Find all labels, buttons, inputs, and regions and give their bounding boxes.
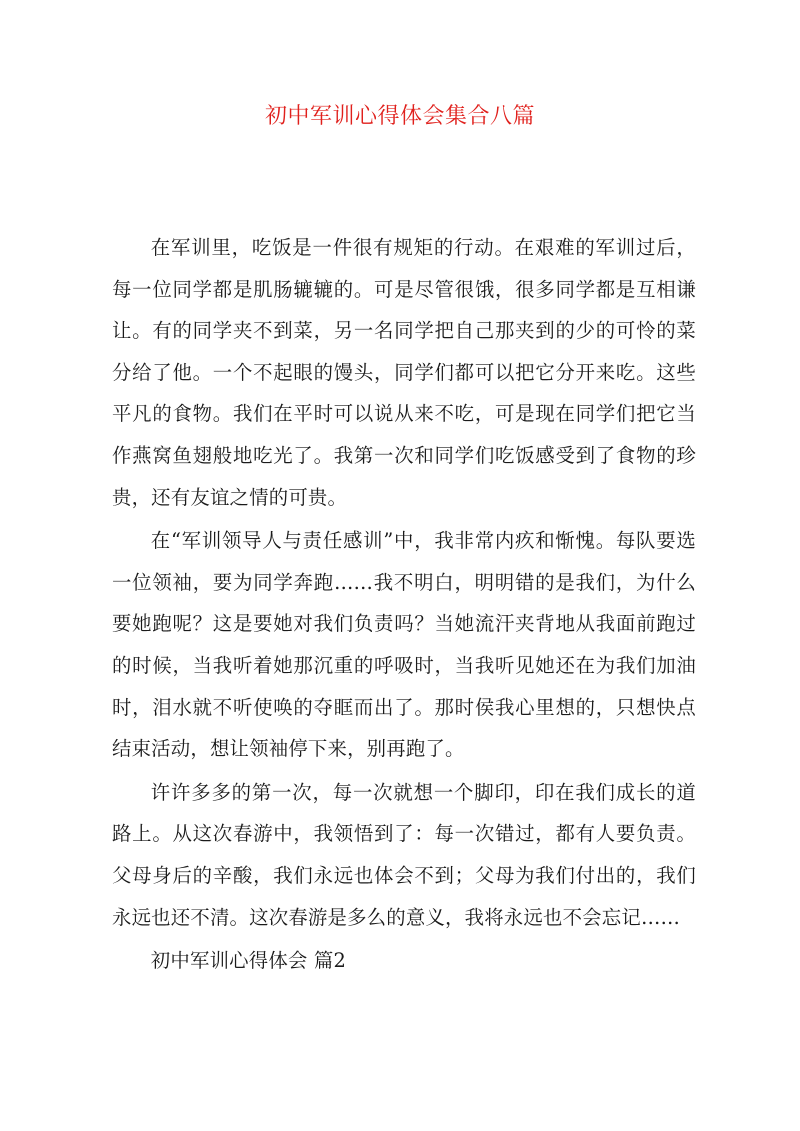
document-title: 初中军训心得体会集合八篇 xyxy=(264,104,535,129)
paragraph-3: 许许多多的第一次，每一次就想一个脚印，印在我们成长的道路上。从这次春游中，我领悟到了：每一次错过，都有人要负责。父母身后的辛酸，我们永远也体会不到；父母为我们付出的，我们永远也还不清。这次春游是多么的意义，我将永远也不会忘记…… xyxy=(112,780,696,929)
document-body xyxy=(112,227,696,982)
paragraph-1: 在军训里，吃饭是一件很有规矩的行动。在艰难的军训过后，每一位同学都是肌肠辘辘的。可是尽管很饿，很多同学都是互相谦让。有的同学夹不到菜，另一名同学把自己那夹到的少的可怜的菜分给了他。一个不起眼的馒头，同学们都可以把它分开来吃。这些平凡的食物。我们在平时可以说从来不吃，可是现在同学们把它当作燕窝鱼翅般地吃光了。我第一次和同学们吃饭感受到了食物的珍贵，还有友谊之情的可贵。 xyxy=(112,236,696,509)
section-heading: 初中军训心得体会 篇2 xyxy=(150,949,347,973)
paragraph-2: 在“军训领导人与责任感训”中，我非常内疚和惭愧。每队要选一位领袖，要为同学奔跑……我不明白，明明错的是我们，为什么要她跑呢？这是要她对我们负责吗？当她流汗夹背地从我面前跑过的时候，当我听着她那沉重的呼吸时，当我听见她还在为我们加油时，泪水就不听使唤的夺眶而出了。那时侯我心里想的，只想快点结束活动，想让领袖停下来，别再跑了。 xyxy=(112,529,696,761)
